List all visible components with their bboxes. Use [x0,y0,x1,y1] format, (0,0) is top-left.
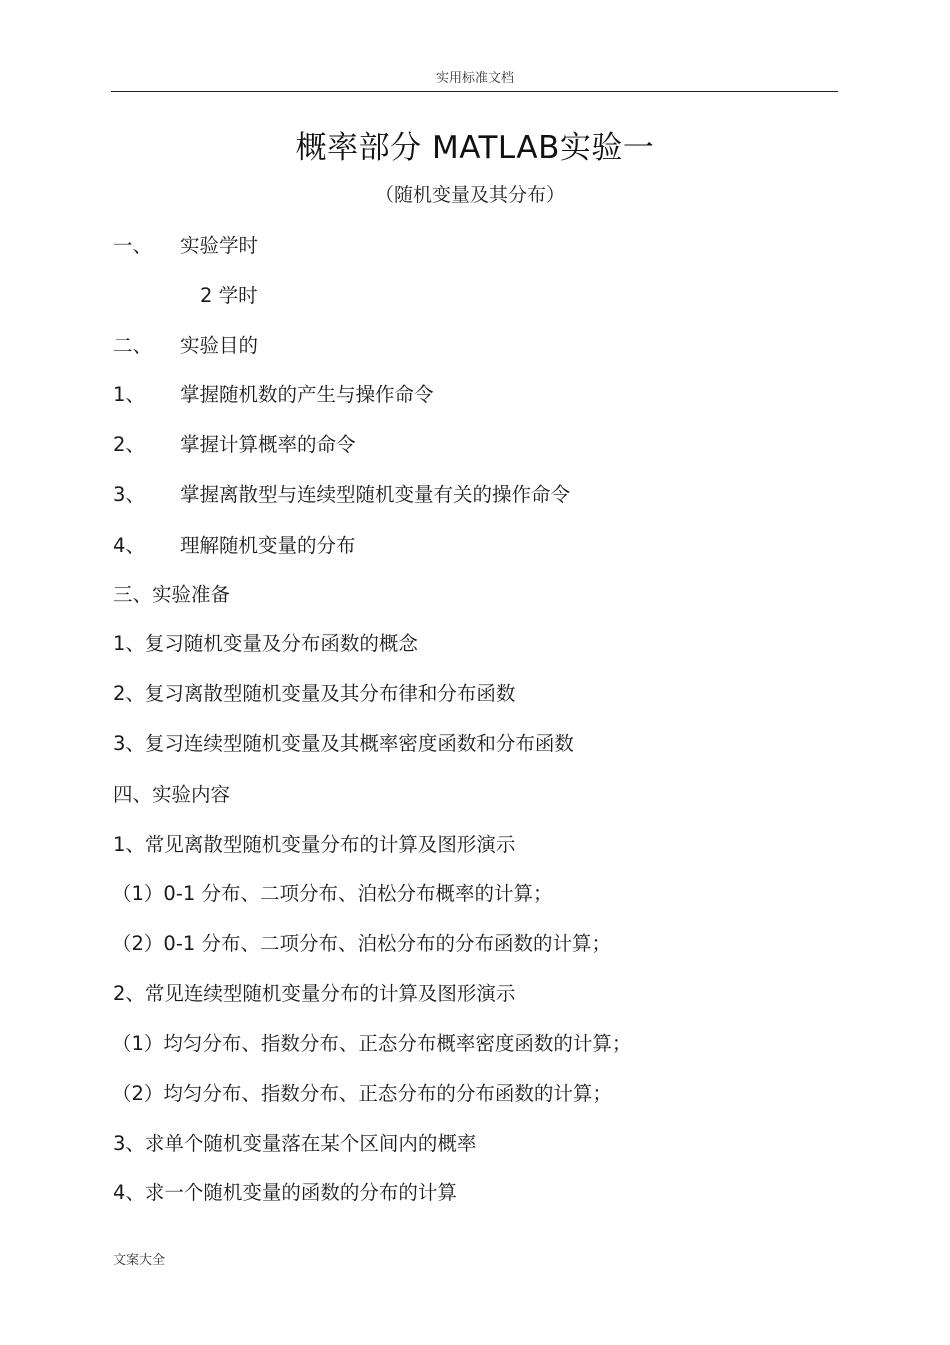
page-footer: 文案大全 [113,1253,166,1268]
goal-item [113,429,356,457]
section-number: 一、 [113,234,153,257]
goal-item [113,479,570,507]
hours-value: 2 学时 [200,284,258,307]
header-divider [111,91,838,92]
content-item: 4、求一个随机变量的函数的分布的计算 [113,1181,457,1204]
prep-item: 2、复习离散型随机变量及其分布律和分布函数 [113,682,516,705]
section-title: 实验目的 [180,334,259,357]
item-text: 掌握随机数的产生与操作命令 [180,383,434,406]
goal-item [113,530,356,558]
section-content-heading: 四、实验内容 [113,783,231,806]
item-text: 理解随机变量的分布 [180,534,356,557]
section-number: 二、 [113,334,153,357]
item-number: 2、 [113,433,145,456]
prep-item: 1、复习随机变量及分布函数的概念 [113,632,418,655]
content-item: 3、求单个随机变量落在某个区间内的概率 [113,1132,477,1155]
content-subitem: （1）0-1 分布、二项分布、泊松分布概率的计算； [112,882,553,905]
item-number: 1、 [113,383,145,406]
section-title: 实验学时 [180,234,259,257]
item-number: 3、 [113,483,145,506]
content-item: 1、常见离散型随机变量分布的计算及图形演示 [113,833,516,856]
document-subtitle: （随机变量及其分布） [374,184,565,206]
item-text: 掌握离散型与连续型随机变量有关的操作命令 [180,483,571,506]
content-item: 2、常见连续型随机变量分布的计算及图形演示 [113,982,516,1005]
item-text: 掌握计算概率的命令 [180,433,356,456]
item-number: 4、 [113,534,145,557]
page-header: 实用标准文档 [435,71,514,86]
goal-item [113,379,434,407]
content-subitem: （2）0-1 分布、二项分布、泊松分布的分布函数的计算； [112,932,611,955]
content-subitem: （2）均匀分布、指数分布、正态分布的分布函数的计算； [112,1082,612,1105]
content-subitem: （1）均匀分布、指数分布、正态分布概率密度函数的计算； [112,1032,632,1055]
section-hours-heading [113,230,258,258]
section-goals-heading [113,330,258,358]
document-title: 概率部分 MATLAB实验一 [295,130,655,166]
section-prep-heading: 三、实验准备 [113,583,231,606]
prep-item: 3、复习连续型随机变量及其概率密度函数和分布函数 [113,732,574,755]
